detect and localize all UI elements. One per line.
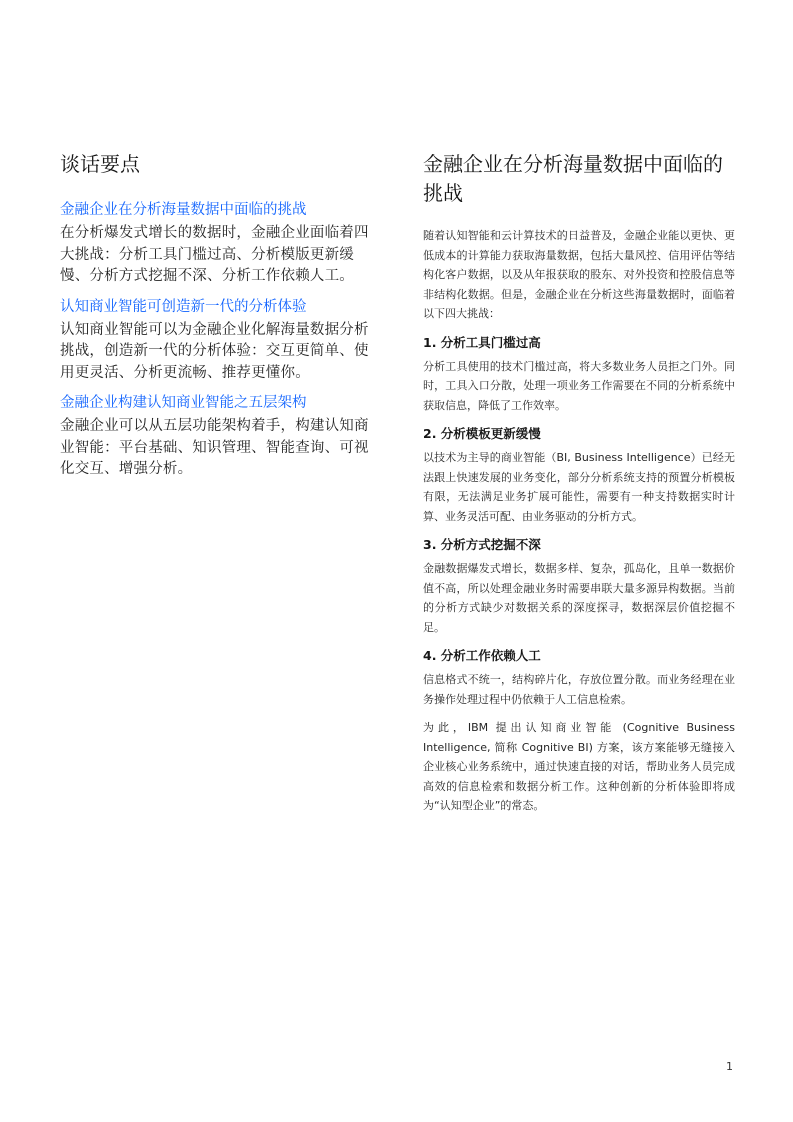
talking-point-heading: 金融企业在分析海量数据中面临的挑战 <box>60 202 307 218</box>
closing-paragraph: 为此，IBM 提出认知商业智能 (Cognitive Business Intelligence, 简称 Cognitive BI) 方案，该方案能够无缝接入企业核心业务系统中，通过快速直接的对话，帮助业务人员完成高效的信息检索和数据分析工作。这种创新的分析体验即将成为“认知型企业”的常态。 <box>423 721 735 812</box>
talking-point-3 <box>60 393 378 481</box>
talking-point-2 <box>60 297 378 385</box>
talking-point-body: 认知商业智能可以为金融企业化解海量数据分析挑战，创造新一代的分析体验：交互更简单、使用更灵活、分析更流畅、推荐更懂你。 <box>60 321 369 381</box>
challenge-heading: 3. 分析方式挖掘不深 <box>423 537 541 552</box>
challenge-body: 信息格式不统一，结构碎片化，存放位置分散。而业务经理在业务操作处理过程中仍依赖于人工信息检索。 <box>423 673 735 706</box>
challenge-heading: 2. 分析模板更新缓慢 <box>423 426 541 441</box>
talking-points-title: 谈话要点 <box>60 152 140 176</box>
challenge-heading: 4. 分析工作依赖人工 <box>423 648 541 663</box>
intro-paragraph: 随着认知智能和云计算技术的日益普及，金融企业能以更快、更低成本的计算能力获取海量数据，包括大量风控、信用评估等结构化客户数据，以及从年报获取的股东、对外投资和控股信息等非结构化数据。但是，金融企业在分析这些海量数据时，面临着以下四大挑战： <box>423 229 735 320</box>
challenge-heading: 1. 分析工具门槛过高 <box>423 334 541 350</box>
talking-points-column <box>60 150 378 490</box>
talking-point-heading: 认知商业智能可创造新一代的分析体验 <box>60 298 307 315</box>
challenge-4 <box>423 646 735 709</box>
challenge-body: 以技术为主导的商业智能（BI, Business Intelligence）已经无法跟上快速发展的业务变化，部分分析系统支持的预置分析模板有限，无法满足业务扩展可能性，需要有一种支持数据实时计算、业务灵活可配、由业务驱动的分析方式。 <box>423 451 735 523</box>
challenge-body: 分析工具使用的技术门槛过高，将大多数业务人员拒之门外。同时，工具入口分散，处理一项业务工作需要在不同的分析系统中获取信息，降低了工作效率。 <box>423 359 735 412</box>
article-title: 金融企业在分析海量数据中面临的挑战 <box>423 152 723 205</box>
talking-point-body: 在分析爆发式增长的数据时，金融企业面临着四大挑战：分析工具门槛过高、分析模版更新缓慢、分析方式挖掘不深、分析工作依赖人工。 <box>60 225 369 284</box>
challenge-1 <box>423 333 735 416</box>
article-column <box>423 150 735 825</box>
page-number: 1 <box>726 1060 733 1073</box>
challenge-2 <box>423 424 735 526</box>
talking-point-heading: 金融企业构建认知商业智能之五层架构 <box>60 395 307 411</box>
challenge-body: 金融数据爆发式增长，数据多样、复杂，孤岛化，且单一数据价值不高，所以处理金融业务时需要串联大量多源异构数据。当前的分析方式缺少对数据关系的深度探寻，数据深层价值挖掘不足。 <box>423 562 735 634</box>
talking-point-1 <box>60 200 378 288</box>
talking-point-body: 金融企业可以从五层功能架构着手，构建认知商业智能：平台基础、知识管理、智能查询、可视化交互、增强分析。 <box>60 418 369 477</box>
challenge-3 <box>423 535 735 637</box>
